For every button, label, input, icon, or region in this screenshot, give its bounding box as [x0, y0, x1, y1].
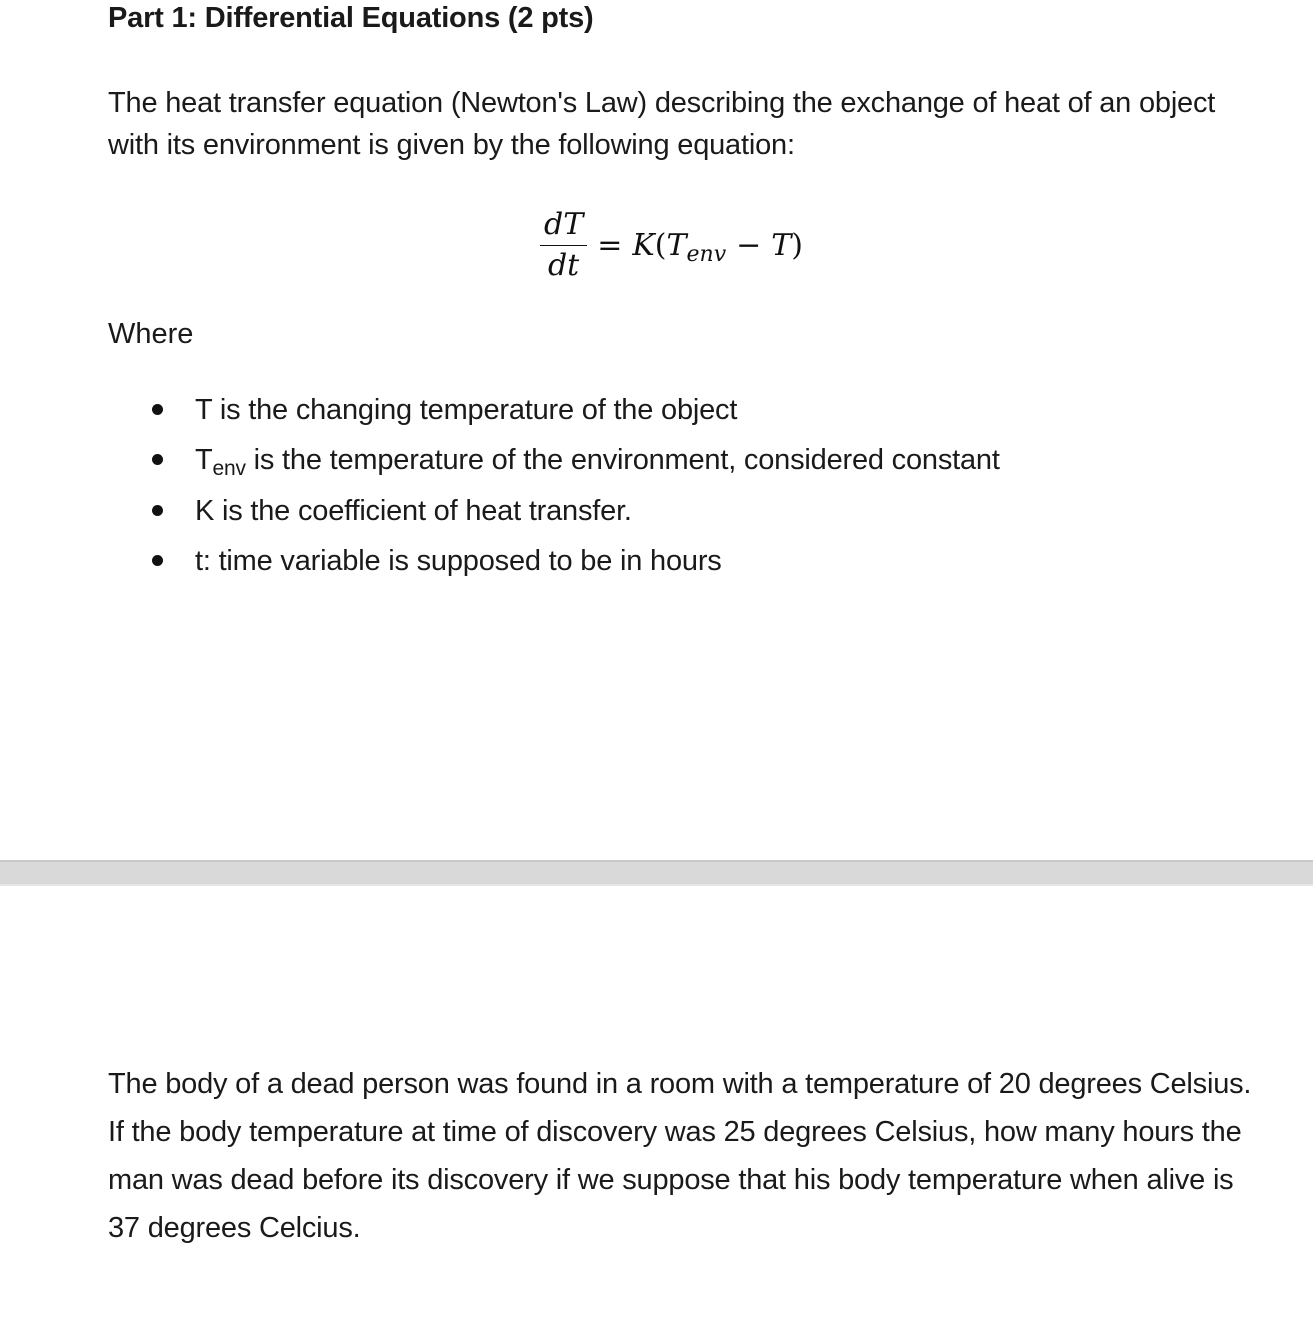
heat-transfer-equation — [540, 200, 803, 290]
bullet-icon — [152, 555, 163, 566]
list-item-text: T is the changing temperature of the object — [195, 394, 738, 426]
list-item — [150, 436, 1000, 488]
fraction-numerator: dT — [540, 207, 587, 246]
list-item-text: is the temperature of the environment, considered constant — [245, 443, 1000, 476]
list-item-text: t: time variable is supposed to be in hours — [195, 544, 722, 577]
problem-paragraph: The body of a dead person was found in a room with a temperature of 20 degrees Celsius. If the body temperature at time of discovery was 25 degrees Celsius, how many hours the man was dead before its discovery if we suppose that his body temperature when alive is 37 degrees Celcius. — [108, 1068, 1252, 1244]
list-item-text: K is the coefficient of heat transfer. — [195, 495, 632, 527]
t-variable: T — [771, 227, 792, 263]
list-item — [150, 386, 1000, 436]
variable-definitions-list — [150, 386, 1000, 586]
open-paren: ( — [654, 227, 667, 263]
fraction-denominator: dt — [547, 247, 580, 283]
intro-paragraph: The heat transfer equation (Newton's Law) describing the exchange of heat of an object with its environment is given by the following equation: — [108, 87, 1216, 161]
derivative-fraction — [540, 207, 587, 284]
bullet-icon — [152, 505, 163, 516]
section-heading: Part 1: Differential Equations (2 pts) — [108, 2, 594, 34]
bullet-icon — [152, 404, 163, 415]
page-separator — [0, 860, 1313, 886]
equals-sign: = — [597, 227, 623, 263]
coefficient-k: K — [632, 227, 655, 263]
t-env-subscript: env — [686, 241, 727, 267]
list-item — [150, 537, 1000, 587]
list-item — [150, 487, 1000, 537]
t-env-base: T — [666, 227, 687, 263]
list-item-subscript: env — [212, 456, 246, 480]
minus-sign: − — [736, 227, 762, 263]
where-label: Where — [108, 318, 194, 350]
list-item-base: T — [195, 443, 213, 476]
bullet-icon — [152, 454, 163, 465]
close-paren: ) — [791, 227, 804, 263]
